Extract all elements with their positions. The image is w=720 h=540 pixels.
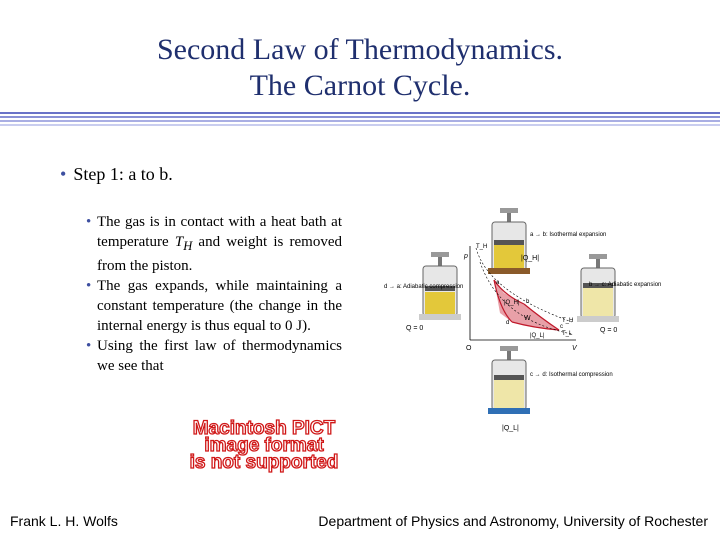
sub-bullet-1-text-b: and weight is removed from the piston. [97, 234, 343, 274]
axis-origin: O [466, 345, 472, 352]
title-rules [0, 112, 720, 128]
label-th-right: T_H [562, 318, 574, 324]
bullet-dot-icon: • [86, 214, 92, 230]
label-step-da: d → a: Adiabatic compression [384, 284, 464, 290]
sub-bullet-1 [86, 212, 342, 276]
bullet-step-1 [60, 164, 173, 185]
axis-p: p [464, 253, 468, 260]
bullet-dot-icon: • [60, 164, 67, 184]
label-th-top: T_H [476, 244, 488, 250]
label-qh-upper: |Q_H| [521, 255, 540, 262]
point-b: b [526, 299, 530, 305]
sub-bullet-3-text: Using the first law of thermodynamics we see that [97, 338, 342, 374]
footer-department: Department of Physics and Astronomy, University of Rochester [318, 513, 708, 529]
symbol-t: T [174, 234, 184, 250]
bullet-dot-icon: • [86, 278, 92, 294]
label-w: W [524, 315, 531, 322]
point-c: c [560, 324, 563, 330]
sub-bullet-2 [86, 276, 342, 336]
rule-3 [0, 120, 720, 122]
title-line-2: The Carnot Cycle. [249, 69, 471, 102]
carnot-cycle-figure [376, 200, 662, 440]
label-q0-right: Q = 0 [600, 327, 618, 334]
label-ql-diagram: |Q_L| [530, 333, 545, 339]
sub-bullet-list [86, 212, 342, 410]
cylinder-isothermal-expansion [488, 208, 530, 274]
pict-line-3: is not supported [189, 452, 339, 473]
rule-2 [0, 116, 720, 118]
label-tl: T_L [562, 331, 573, 337]
cylinder-isothermal-compression [488, 346, 530, 414]
label-step-ab: a → b: Isothermal expansion [530, 232, 607, 238]
symbol-h: H [183, 239, 193, 253]
title-line-1: Second Law of Thermodynamics. [156, 33, 563, 66]
bullet-step-1-text: Step 1: a to b. [73, 164, 173, 184]
label-step-cd: c → d: Isothermal compression [530, 372, 613, 378]
slide-title [0, 32, 720, 104]
cylinder-adiabatic-expansion [577, 254, 619, 322]
footer-author: Frank L. H. Wolfs [10, 513, 118, 529]
axis-v: V [572, 345, 577, 352]
point-a: a [496, 280, 500, 286]
point-d: d [506, 320, 510, 326]
label-step-bc: b → c: Adiabatic expansion [589, 282, 662, 288]
rule-1 [0, 112, 720, 114]
pict-line-2: image format [204, 435, 324, 456]
sub-bullet-3 [86, 336, 342, 376]
sub-bullet-2-text: The gas expands, while maintaining a constant temperature (the change in the internal energy is thus equal to 0 J). [97, 278, 342, 334]
rule-4 [0, 124, 720, 126]
label-q0-left: Q = 0 [406, 325, 424, 332]
bullet-dot-icon: • [86, 338, 92, 354]
label-qh-diagram: |Q_H| [504, 300, 520, 306]
label-ql-bottom: |Q_L| [502, 425, 519, 432]
sub-bullet-1-text-a: The gas is in contact with a heat bath at temperature [97, 214, 342, 250]
pict-line-1: Macintosh PICT [192, 418, 336, 439]
